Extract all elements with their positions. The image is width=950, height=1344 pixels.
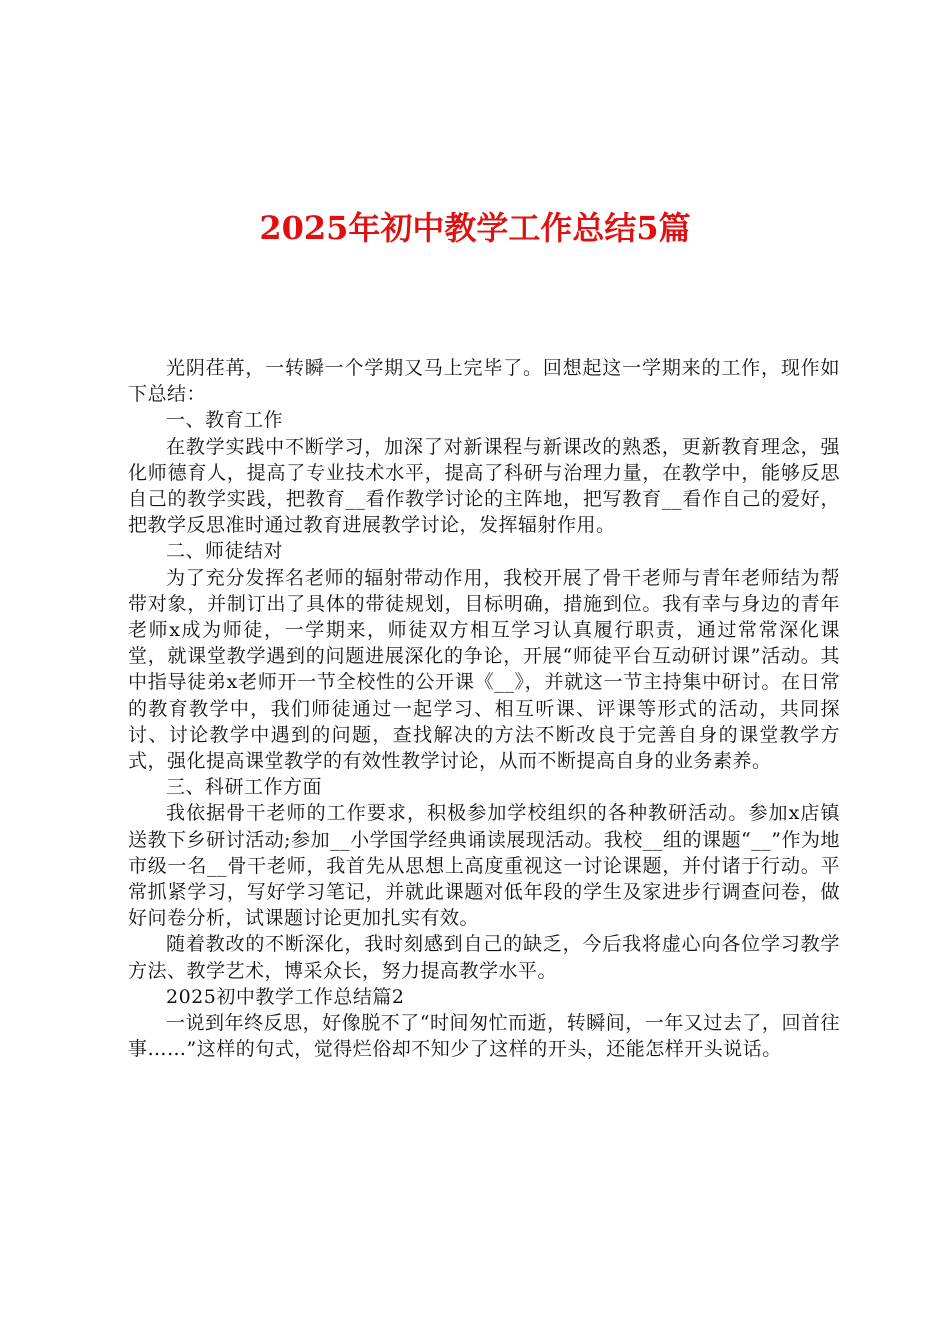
- document-title: 2025年初中教学工作总结5篇: [259, 209, 691, 247]
- section-heading-mentorship: 二、师徒结对: [166, 540, 284, 563]
- paragraph-mentorship: 为了充分发挥名老师的辐射带动作用，我校开展了骨干老师与青年老师结为帮带对象，并制订出了具体的带徒规划，目标明确，措施到位。我有幸与身边的青年老师x成为师徒，一学期来，师徒双方相互学习认真履行职责，通过常常深化课堂，就课堂教学遇到的问题进展深化的争论，开展“师徒平台互动研讨课”活动。其中指导徒弟x老师开一节全校性的公开课《__》，并就这一节主持集中研讨。在日常的教育教学中，我们师徒通过一起学习、相互听课、评课等形式的活动，共同探讨、讨论教学中遇到的问题，查找解决的方法不断改良于完善自身的课堂教学方式，强化提高课堂教学的有效性教学讨论，从而不断提高自身的业务素养。: [128, 566, 840, 773]
- paragraph-intro: 光阴荏苒，一转瞬一个学期又马上完毕了。回想起这一学期来的工作，现作如下总结：: [128, 357, 840, 406]
- document-body: [128, 355, 840, 1062]
- section-heading-education: 一、教育工作: [166, 409, 284, 432]
- paragraph-part-2-intro: 一说到年终反思，好像脱不了“时间匆忙而逝，转瞬间，一年又过去了，回首往事……”这样的句式，觉得烂俗却不知少了这样的开头，还能怎样开头说话。: [128, 1012, 840, 1061]
- paragraph-research: 我依据骨干老师的工作要求，积极参加学校组织的各种教研活动。参加x店镇送教下乡研讨活动;参加__小学国学经典诵读展现活动。我校__组的课题“__”作为地市级一名__骨干老师，我首先从思想上高度重视这一讨论课题，并付诸于行动。平常抓紧学习，写好学习笔记，并就此课题对低年段的学生及家进步行调查问卷，做好问卷分析，试课题讨论更加扎实有效。: [128, 802, 840, 930]
- subtitle-part-2: 2025初中教学工作总结篇2: [166, 985, 405, 1008]
- section-heading-research: 三、科研工作方面: [166, 776, 323, 799]
- paragraph-outlook: 随着教改的不断深化，我时刻感到自己的缺乏，今后我将虚心向各位学习教学方法、教学艺术，博采众长，努力提高教学水平。: [128, 933, 840, 982]
- paragraph-education: 在教学实践中不断学习，加深了对新课程与新课改的熟悉，更新教育理念，强化师德育人，提高了专业技术水平，提高了科研与治理力量，在教学中，能够反思自己的教学实践，把教育__看作教学讨论的主阵地，把写教育__看作自己的爱好，把教学反思准时通过教育进展教学讨论，发挥辐射作用。: [128, 435, 840, 537]
